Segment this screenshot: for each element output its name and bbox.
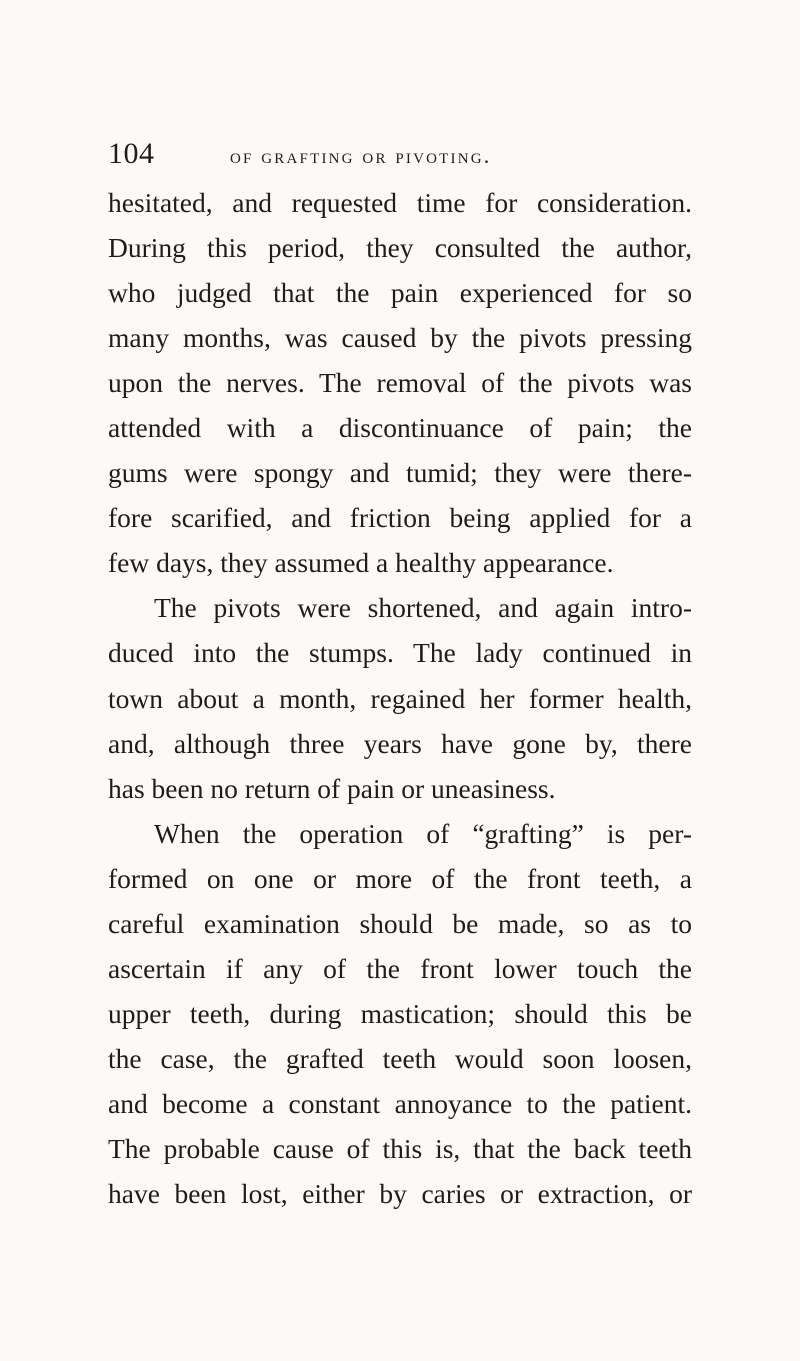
text-line: The probable cause of this is, that the back teeth	[108, 1132, 692, 1164]
text-line: careful examination should be made, so as to	[108, 907, 692, 939]
page-number: 104	[108, 137, 155, 170]
text-line: upper teeth, during mastication; should this be	[108, 997, 692, 1029]
text-line: town about a month, regained her former health,	[108, 682, 692, 714]
text-line: upon the nerves. The removal of the pivots was	[108, 367, 692, 399]
text-line: ascertain if any of the front lower touch the	[108, 952, 692, 984]
text-line: and become a constant annoyance to the patient.	[108, 1087, 692, 1119]
text-line: formed on one or more of the front teeth, a	[108, 862, 692, 894]
paragraph-start-line: The pivots were shortened, and again intro-	[154, 592, 692, 624]
text-line: the case, the grafted teeth would soon loosen,	[108, 1042, 692, 1074]
text-line: many months, was caused by the pivots pressing	[108, 322, 692, 354]
running-head	[108, 136, 688, 176]
text-line: has been no return of pain or uneasiness.	[108, 772, 556, 804]
paragraph-start-line: When the operation of “grafting” is per-	[154, 817, 692, 849]
text-line: gums were spongy and tumid; they were there-	[108, 457, 692, 489]
text-line: hesitated, and requested time for consideration.	[108, 187, 692, 218]
body-text	[108, 180, 692, 1216]
text-line: have been lost, either by caries or extraction, or	[108, 1178, 692, 1210]
running-title: of grafting or pivoting.	[230, 143, 492, 168]
text-line: fore scarified, and friction being applied for a	[108, 502, 692, 534]
text-line: duced into the stumps. The lady continued in	[108, 637, 692, 669]
text-line: attended with a discontinuance of pain; the	[108, 412, 692, 444]
text-line: and, although three years have gone by, there	[108, 727, 692, 759]
text-line: few days, they assumed a healthy appearance.	[108, 547, 614, 579]
text-line: who judged that the pain experienced for so	[108, 277, 692, 309]
text-line: During this period, they consulted the author,	[108, 232, 692, 264]
